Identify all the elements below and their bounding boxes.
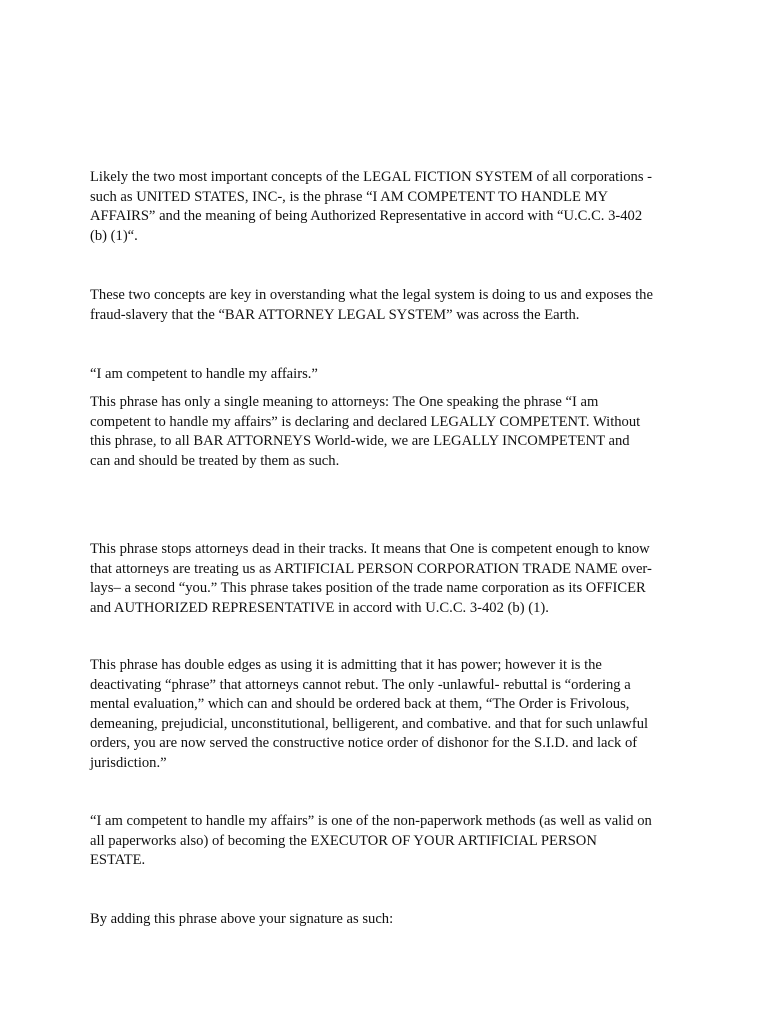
paragraph-signature: By adding this phrase above your signature as such:: [90, 911, 394, 927]
paragraph-two-concepts: These two concepts are key in overstanding what the legal system is doing to us and exposes the fraud-slavery that the “BAR ATTORNEY LEGAL SYSTEM” was across the Earth.: [90, 287, 653, 323]
paragraph-single-meaning: This phrase has only a single meaning to attorneys: The One speaking the phrase “I am competent to handle my affairs” is declaring and declared LEGALLY COMPETENT. Without this phrase, to all BAR ATTORNEYS World-wide, we are LEGALLY INCOMPETENT and can and should be treated by them as such.: [90, 394, 641, 469]
paragraph-stops-attorneys: This phrase stops attorneys dead in their tracks. It means that One is competent enough to know that attorneys are treating us as ARTIFICIAL PERSON CORPORATION TRADE NAME over- lays– a second “you.” This phrase takes position of the trade name corporation as its OFFICER and AUTHORIZED REPRESENTATIVE in accord with U.C.C. 3-402 (b) (1).: [90, 541, 652, 616]
paragraph-legal-fiction: Likely the two most important concepts of the LEGAL FICTION SYSTEM of all corporations - such as UNITED STATES, INC-, is the phrase “I AM COMPETENT TO HANDLE MY AFFAIRS” and the meaning of being Authorized Representative in accord with “U.C.C. 3-402 (b) (1)“.: [90, 169, 653, 244]
paragraph-double-edges: This phrase has double edges as using it is admitting that it has power; however it is the deactivating “phrase” that attorneys cannot rebut. The only -unlawful- rebuttal is “ordering a mental evaluation,” which can and should be ordered back at them, “The Order is Frivolous, demeaning, prejudicial, unconstitutional, belligerent, and combative. and that for such unlawful orders, you are now served the constructive notice order of dishonor for the S.I.D. and lack of jurisdiction.”: [90, 657, 649, 771]
paragraph-executor: “I am competent to handle my affairs” is one of the non-paperwork methods (as well as valid on all paperworks also) of becoming the EXECUTOR OF YOUR ARTIFICIAL PERSON ESTATE.: [90, 813, 652, 868]
paragraph-quote-heading: “I am competent to handle my affairs.”: [90, 366, 318, 382]
